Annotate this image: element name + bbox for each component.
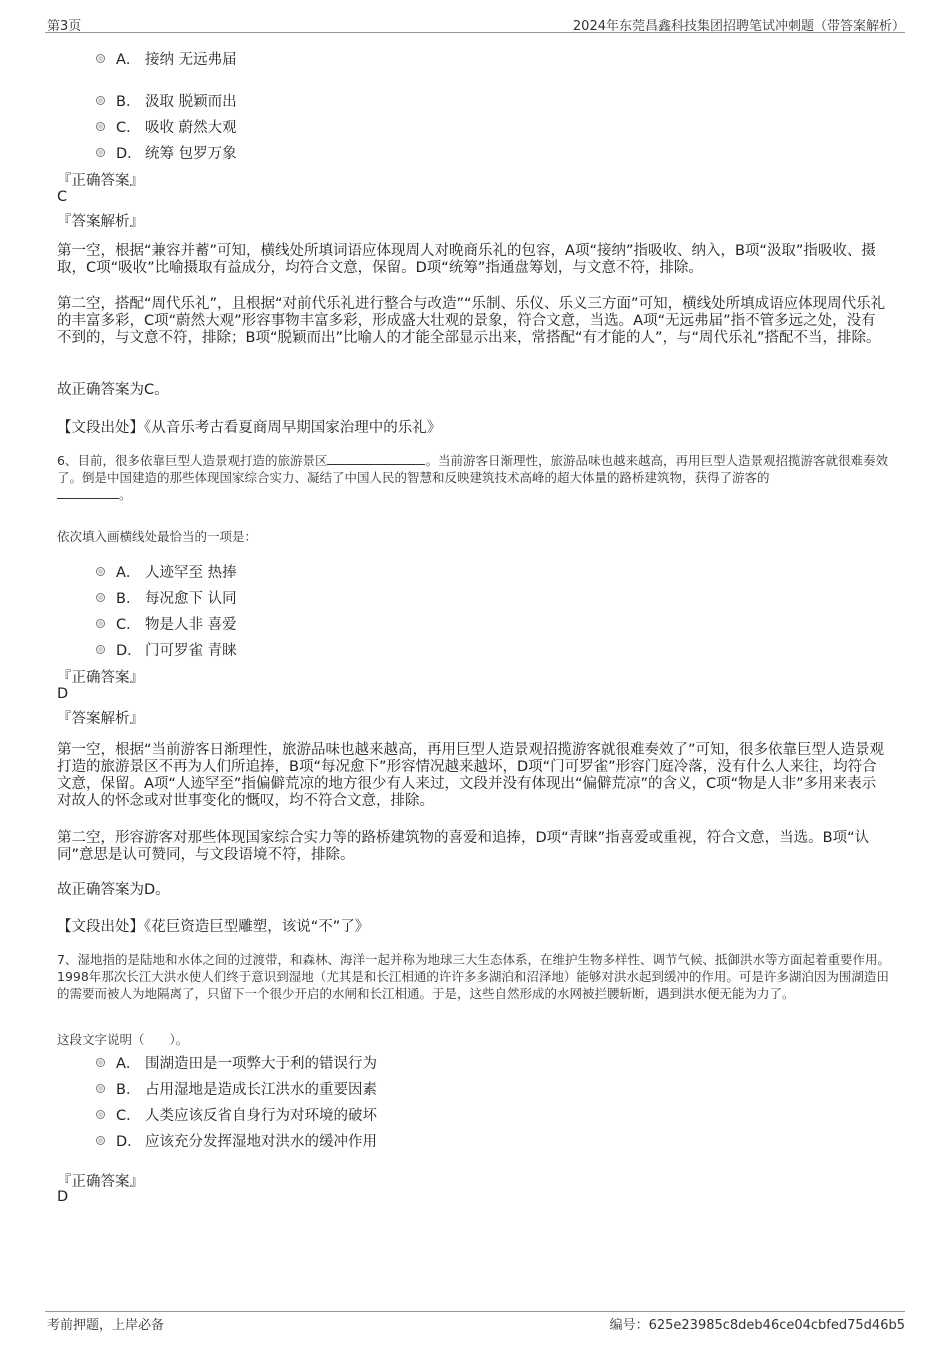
radio-icon[interactable] — [96, 96, 105, 105]
radio-icon[interactable] — [96, 1058, 105, 1067]
option-letter: A． — [116, 52, 141, 68]
q6-stem — [57, 452, 897, 503]
option-letter: B． — [116, 1082, 141, 1098]
radio-icon[interactable] — [96, 122, 105, 131]
q5-analysis-paragraph: 第二空，搭配“周代乐礼”，且根据“对前代乐礼进行整合与改造”“乐制、乐仪、乐义三方面”可知，横线处所填成语应体现周代乐礼的丰富多彩，C项“蔚然大观”形容事物丰富多彩，形成盛大壮观的景象，符合文意，当选。A项“无远弗届”指不管多远之处，没有不到的，与文意不符，排除；B项“脱颖而出”比喻人的才能全部显示出来，常搭配“有才能的人”，与“周代乐礼”搭配不当，排除。 — [57, 296, 886, 346]
radio-icon[interactable] — [96, 1110, 105, 1119]
option-letter: D． — [116, 1134, 142, 1150]
option-letter: D． — [116, 146, 142, 162]
option-letter: B． — [116, 94, 141, 110]
option-text: 接纳 无远弗届 — [145, 52, 237, 68]
page-number: 第3页 — [47, 19, 82, 34]
option-letter: C． — [116, 1108, 141, 1124]
blank-line — [327, 452, 425, 465]
q6-answer-label: 『正确答案』 — [57, 670, 144, 686]
radio-icon[interactable] — [96, 567, 105, 576]
document-id: 编号：625e23985c8deb46ce04cbfed75d46b5 — [609, 1318, 905, 1333]
q6-stem-part: 6、目前，很多依靠巨型人造景观打造的旅游景区 — [57, 453, 328, 468]
q6-analysis-paragraph: 第二空，形容游客对那些体现国家综合实力等的路桥建筑物的喜爱和追捧，D项“青睐”指喜爱或重视，符合文意，当选。B项“认同”意思是认可赞同，与文段语境不符，排除。 — [57, 830, 870, 863]
footer-divider — [45, 1311, 905, 1312]
footer-slogan: 考前押题，上岸必备 — [47, 1318, 165, 1333]
option-text: 人迹罕至 热捧 — [145, 565, 237, 581]
option-letter: A． — [116, 565, 141, 581]
radio-icon[interactable] — [96, 593, 105, 602]
option-text: 统筹 包罗万象 — [145, 146, 237, 162]
option-letter: D． — [116, 643, 142, 659]
q6-prompt: 依次填入画横线处最恰当的一项是： — [57, 529, 258, 544]
option-text: 物是人非 喜爱 — [145, 617, 237, 633]
q5-answer: C — [57, 189, 68, 205]
radio-icon[interactable] — [96, 1136, 105, 1145]
blank-line — [57, 486, 119, 499]
q6-analysis-paragraph: 第一空，根据“当前游客日渐理性，旅游品味也越来越高，再用巨型人造景观招揽游客就很难奏效了”可知，很多依靠巨型人造景观打造的旅游景区不再为人们所追捧，B项“每况愈下”形容情况越来越坏，D项“门可罗雀”形容门庭冷落，没有什么人来往，均符合文意，保留。A项“人迹罕至”指偏僻荒凉的地方很少有人来过，文段并没有体现出“偏僻荒凉”的含义，C项“物是人非”多用来表示对故人的怀念或对世事变化的慨叹，均不符合文意，排除。 — [57, 742, 885, 809]
option-text: 围湖造田是一项弊大于利的错误行为 — [145, 1056, 377, 1072]
q5-analysis-paragraph: 第一空，根据“兼容并蓄”可知，横线处所填词语应体现周人对晚商乐礼的包容，A项“接纳”指吸收、纳入，B项“汲取”指吸收、摄取，C项“吸收”比喻摄取有益成分，均符合文意，保留。D项“统筹”指通盘筹划，与文意不符，排除。 — [57, 243, 876, 276]
q6-answer: D — [57, 686, 69, 702]
page-header — [0, 0, 950, 34]
header-divider — [45, 32, 905, 33]
q6-analysis-label: 『答案解析』 — [57, 711, 144, 727]
option-text: 每况愈下 认同 — [145, 591, 237, 607]
radio-icon[interactable] — [96, 645, 105, 654]
document-title: 2024年东莞昌鑫科技集团招聘笔试冲刺题（带答案解析） — [572, 19, 905, 34]
option-text: 门可罗雀 青睐 — [145, 643, 237, 659]
q7-answer: D — [57, 1189, 69, 1205]
option-text: 人类应该反省自身行为对环境的破坏 — [145, 1108, 377, 1124]
option-letter: A． — [116, 1056, 141, 1072]
q6-analysis-conclusion: 故正确答案为D。 — [57, 882, 170, 898]
radio-icon[interactable] — [96, 54, 105, 63]
option-letter: B． — [116, 591, 141, 607]
q5-analysis-conclusion: 故正确答案为C。 — [57, 382, 169, 398]
q7-stem: 7、湿地指的是陆地和水体之间的过渡带，和森林、海洋一起并称为地球三大生态体系，在维护生物多样性、调节气候、抵御洪水等方面起着重要作用。1998年那次长江大洪水使人们终于意识到湿地（尤其是和长江相通的许许多多湖泊和沼泽地）能够对洪水起到缓冲的作用。可是许多湖泊因为围湖造田的需要而被人为地隔离了，只留下一个很少开启的水闸和长江相通。于是，这些自然形成的水网被拦腰斩断，遇到洪水便无能为力了。 — [57, 952, 890, 1001]
q7-prompt: 这段文字说明（ ）。 — [57, 1032, 189, 1047]
radio-icon[interactable] — [96, 1084, 105, 1093]
option-letter: C． — [116, 120, 141, 136]
q5-source: 【文段出处】《从音乐考古看夏商周早期国家治理中的乐礼》 — [57, 420, 442, 436]
q6-stem-part: 。 — [119, 487, 132, 502]
option-text: 占用湿地是造成长江洪水的重要因素 — [145, 1082, 377, 1098]
option-text: 汲取 脱颖而出 — [145, 94, 237, 110]
radio-icon[interactable] — [96, 619, 105, 628]
q5-analysis-label: 『答案解析』 — [57, 214, 144, 230]
q5-answer-label: 『正确答案』 — [57, 173, 144, 189]
q7-answer-label: 『正确答案』 — [57, 1174, 144, 1190]
option-text: 应该充分发挥湿地对洪水的缓冲作用 — [145, 1134, 377, 1150]
option-letter: C． — [116, 617, 141, 633]
q6-source: 【文段出处】《花巨资造巨型雕塑，该说“不”了》 — [57, 919, 370, 935]
radio-icon[interactable] — [96, 148, 105, 157]
q6-stem-part: 。当前游客日渐理性，旅游品味也越来越高，再用巨型人造景观招揽游客就很难奏效了。倒是中国建造的那些体现国家综合实力、凝结了中国人民的智慧和反映建筑技术高峰的超大体量的路桥建筑物，获得了游客的 — [57, 453, 888, 485]
option-text: 吸收 蔚然大观 — [145, 120, 237, 136]
